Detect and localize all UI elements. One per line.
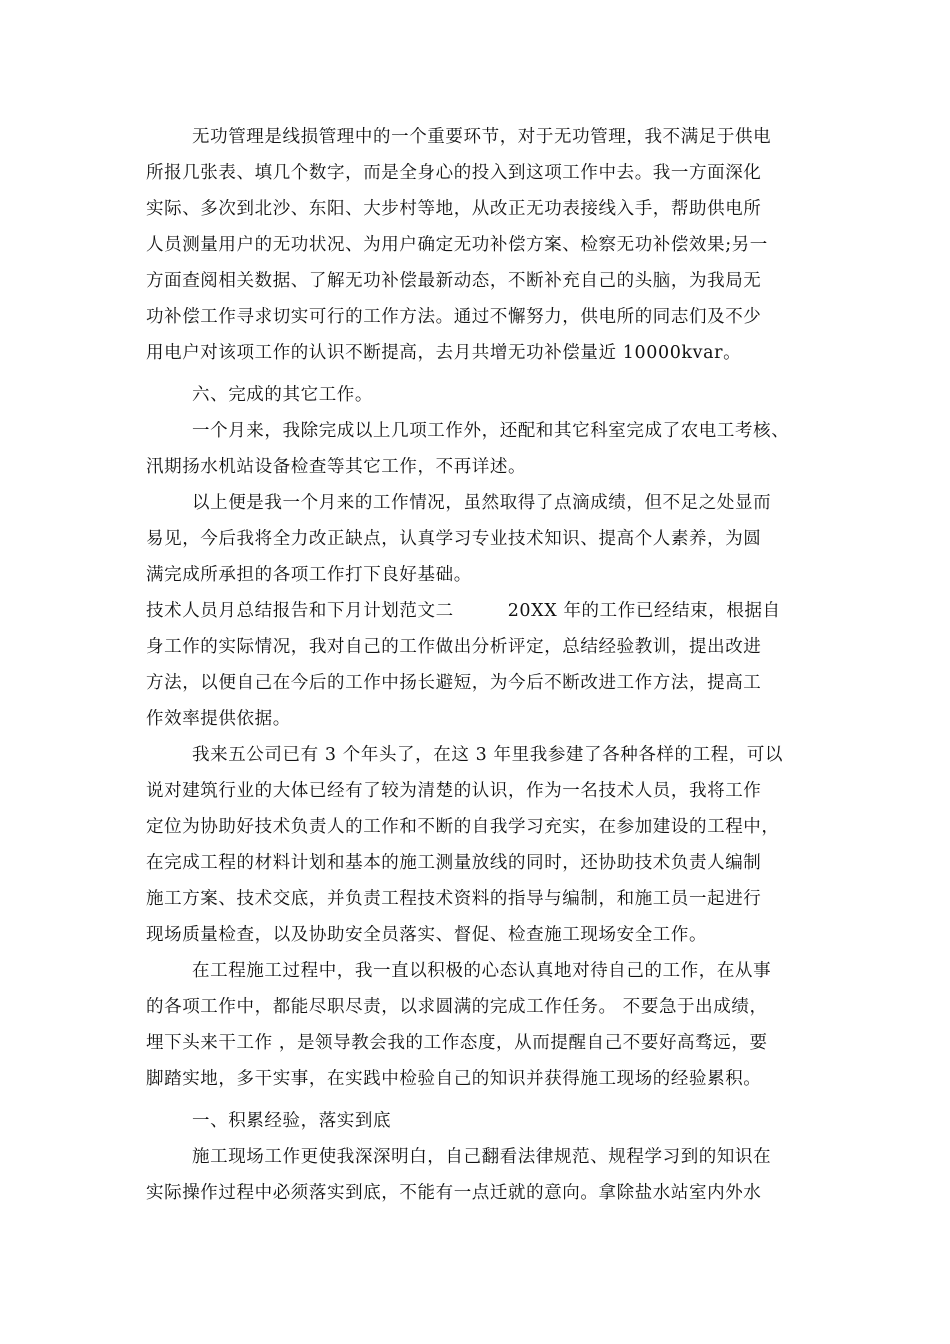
paragraph-line: 方面查阅相关数据、了解无功补偿最新动态，不断补充自己的头脑，为我局无 [146, 271, 762, 291]
paragraph-line: 实际、多次到北沙、东阳、大步村等地，从改正无功表接线入手，帮助供电所 [146, 199, 762, 219]
paragraph-line: 所报几张表、填几个数字，而是全身心的投入到这项工作中去。我一方面深化 [146, 163, 762, 183]
paragraph-line: 定位为协助好技术负责人的工作和不断的自我学习充实，在参加建设的工程中， [146, 817, 780, 837]
paragraph-line: 满完成所承担的各项工作打下良好基础。 [146, 565, 472, 585]
paragraph-line: 实际操作过程中必须落实到底，不能有一点迁就的意向。拿除盐水站室内外水 [146, 1183, 762, 1203]
paragraph-line: 功补偿工作寻求切实可行的工作方法。通过不懈努力，供电所的同志们及不少 [146, 307, 762, 327]
paragraph-line: 易见，今后我将全力改正缺点，认真学习专业技术知识、提高个人素养，为圆 [146, 529, 762, 549]
paragraph-line: 的各项工作中，都能尽职尽责，以求圆满的完成工作任务。 不要急于出成绩， [146, 997, 768, 1017]
paragraph-line: 一个月来，我除完成以上几项工作外，还配和其它科室完成了农电工考核、 [192, 421, 790, 441]
paragraph-line: 施工方案、技术交底，并负责工程技术资料的指导与编制，和施工员一起进行 [146, 889, 762, 909]
paragraph-text: 20XX 年的工作已经结束，根据自 [507, 601, 781, 621]
paragraph-line: 施工现场工作更使我深深明白，自己翻看法律规范、规程学习到的知识在 [192, 1147, 772, 1167]
paragraph-line: 说对建筑行业的大体已经有了较为清楚的认识，作为一名技术人员，我将工作 [146, 781, 762, 801]
paragraph-line: 用电户对该项工作的认识不断提高，去月共增无功补偿量近 10000kvar。 [146, 343, 742, 363]
article-title: 技术人员月总结报告和下月计划范文二 [146, 601, 454, 621]
paragraph-line: 埋下头来干工作 ，是领导教会我的工作态度，从而提醒自己不要好高骛远，要 [146, 1033, 768, 1053]
paragraph-line: 身工作的实际情况，我对自己的工作做出分析评定，总结经验教训，提出改进 [146, 637, 762, 657]
section-heading: 一、积累经验，落实到底 [192, 1111, 392, 1131]
paragraph-line: 无功管理是线损管理中的一个重要环节，对于无功管理，我不满足于供电 [192, 127, 772, 147]
article-title-line [146, 600, 816, 622]
paragraph-line: 现场质量检查，以及协助安全员落实、督促、检查施工现场安全工作。 [146, 925, 708, 945]
paragraph-line: 汛期扬水机站设备检查等其它工作，不再详述。 [146, 457, 527, 477]
paragraph-line: 人员测量用户的无功状况、为用户确定无功补偿方案、检察无功补偿效果;另一 [146, 235, 768, 255]
paragraph-line: 以上便是我一个月来的工作情况，虽然取得了点滴成绩，但不足之处显而 [192, 493, 772, 513]
paragraph-line: 在工程施工过程中，我一直以积极的心态认真地对待自己的工作，在从事 [192, 961, 772, 981]
paragraph-line: 作效率提供依据。 [146, 709, 291, 729]
paragraph-line: 方法，以便自己在今后的工作中扬长避短，为今后不断改进工作方法，提高工 [146, 673, 762, 693]
paragraph-line: 我来五公司已有 3 个年头了，在这 3 年里我参建了各种各样的工程，可以 [192, 745, 784, 765]
paragraph-line: 脚踏实地，多干实事，在实践中检验自己的知识并获得施工现场的经验累积。 [146, 1069, 762, 1089]
paragraph-line: 在完成工程的材料计划和基本的施工测量放线的同时，还协助技术负责人编制 [146, 853, 762, 873]
section-heading: 六、完成的其它工作。 [192, 385, 373, 405]
